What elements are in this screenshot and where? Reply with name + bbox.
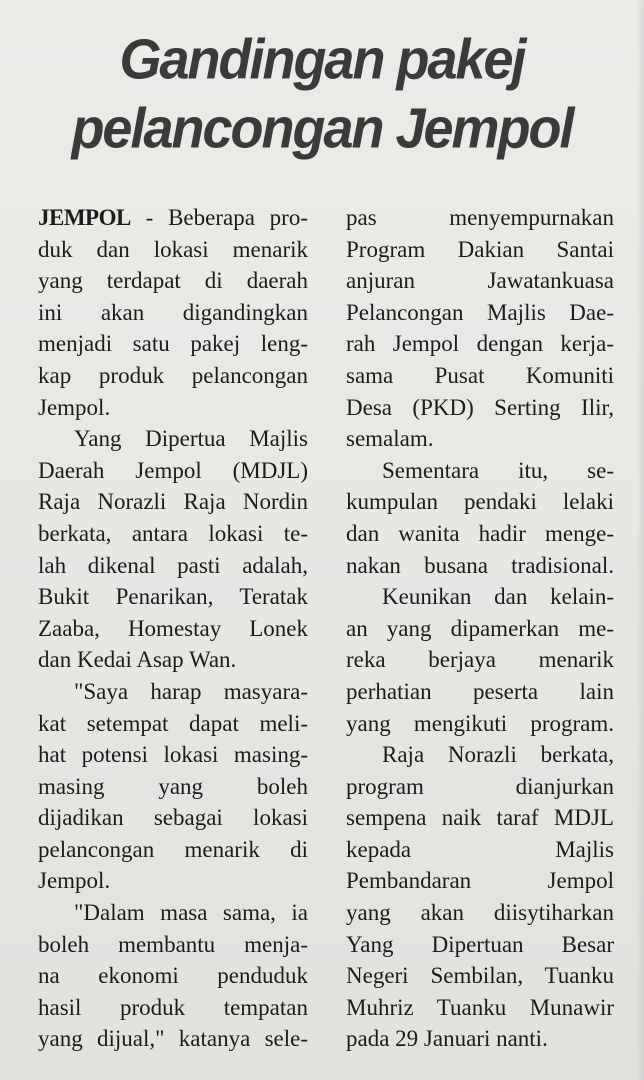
body-line: Jempol. [38, 868, 111, 894]
body-line: program dianjurkan [346, 773, 614, 799]
body-line: dijadikan sebagai lokasi [38, 805, 308, 831]
body-line: "Dalam masa sama, ia [74, 900, 308, 926]
body-line: ini akan digandingkan [38, 299, 308, 325]
body-line: yang mengikuti program. [346, 710, 614, 736]
body-line: kat setempat dapat meli- [38, 710, 308, 736]
headline-line-2: pelancongan Jempol [71, 97, 573, 161]
body-line: Pembandaran Jempol [346, 868, 614, 894]
body-line: Raja Norazli Raja Nordin [38, 489, 308, 515]
body-line: masing yang boleh [38, 773, 308, 799]
body-line: "Saya harap masyara- [74, 678, 308, 704]
body-line: Yang Dipertuan Besar [346, 931, 614, 957]
body-line: Daerah Jempol (MDJL) [38, 457, 308, 483]
body-line: an yang dipamerkan me- [346, 615, 614, 641]
body-line: anjuran Jawatankuasa [346, 268, 614, 294]
body-line: yang terdapat di daerah [38, 268, 308, 294]
article-column-left [38, 202, 308, 1055]
body-line: kepada Majlis [346, 836, 614, 862]
body-line: lah dikenal pasti adalah, [38, 552, 308, 578]
body-line-text: - Beberapa pro- [130, 205, 308, 230]
body-line: Sementara itu, se- [382, 457, 614, 483]
body-line: hasil produk tempatan [38, 994, 308, 1020]
body-line: Jempol. [38, 394, 111, 420]
body-line: hat potensi lokasi masing- [38, 742, 308, 768]
headline-line-1: Gandingan pakej [119, 27, 525, 91]
body-line: kap produk pelancongan [38, 362, 308, 388]
body-line: Program Dakian Santai [346, 236, 614, 262]
body-line: sempena naik taraf MDJL [346, 805, 614, 831]
body-line: Negeri Sembilan, Tuanku [346, 963, 614, 989]
article-column-right [346, 202, 614, 1055]
body-line: Desa (PKD) Serting Ilir, [346, 394, 614, 420]
body-line: dan wanita hadir menge- [346, 520, 614, 546]
body-line: pelancongan menarik di [38, 836, 308, 862]
body-line: boleh membantu menja- [38, 931, 308, 957]
body-line: Keunikan dan kelain- [382, 584, 614, 610]
body-line: pas menyempurnakan [346, 205, 614, 230]
body-line: Zaaba, Homestay Lonek [38, 615, 308, 641]
body-line: rah Jempol dengan kerja- [346, 331, 614, 357]
body-line: Muhriz Tuanku Munawir [346, 994, 614, 1020]
body-line: pada 29 Januari nanti. [346, 1026, 548, 1052]
body-line: reka berjaya menarik [346, 647, 614, 673]
body-line: Pelancongan Majlis Dae- [346, 299, 614, 325]
body-line: yang dijual," katanya sele- [38, 1026, 308, 1052]
body-line: yang akan diisytiharkan [346, 900, 614, 926]
body-line: Bukit Penarikan, Teratak [38, 584, 308, 610]
body-line: nakan busana tradisional. [346, 552, 614, 578]
body-line: menjadi satu pakej leng- [38, 331, 308, 357]
body-line: duk dan lokasi menarik [38, 236, 308, 262]
article-headline [0, 25, 644, 164]
body-line: Raja Norazli berkata, [382, 742, 614, 768]
body-line: kumpulan pendaki lelaki [346, 489, 614, 515]
page-edge-shadow [636, 0, 644, 1080]
body-line: dan Kedai Asap Wan. [38, 647, 237, 673]
body-line: na ekonomi penduduk [38, 963, 308, 989]
body-line: perhatian peserta lain [346, 678, 614, 704]
dateline: JEMPOL [38, 205, 131, 230]
body-line [38, 202, 308, 234]
body-line: sama Pusat Komuniti [346, 362, 614, 388]
body-line: semalam. [346, 426, 434, 452]
body-line: berkata, antara lokasi te- [38, 520, 308, 546]
body-line: Yang Dipertua Majlis [74, 426, 308, 452]
